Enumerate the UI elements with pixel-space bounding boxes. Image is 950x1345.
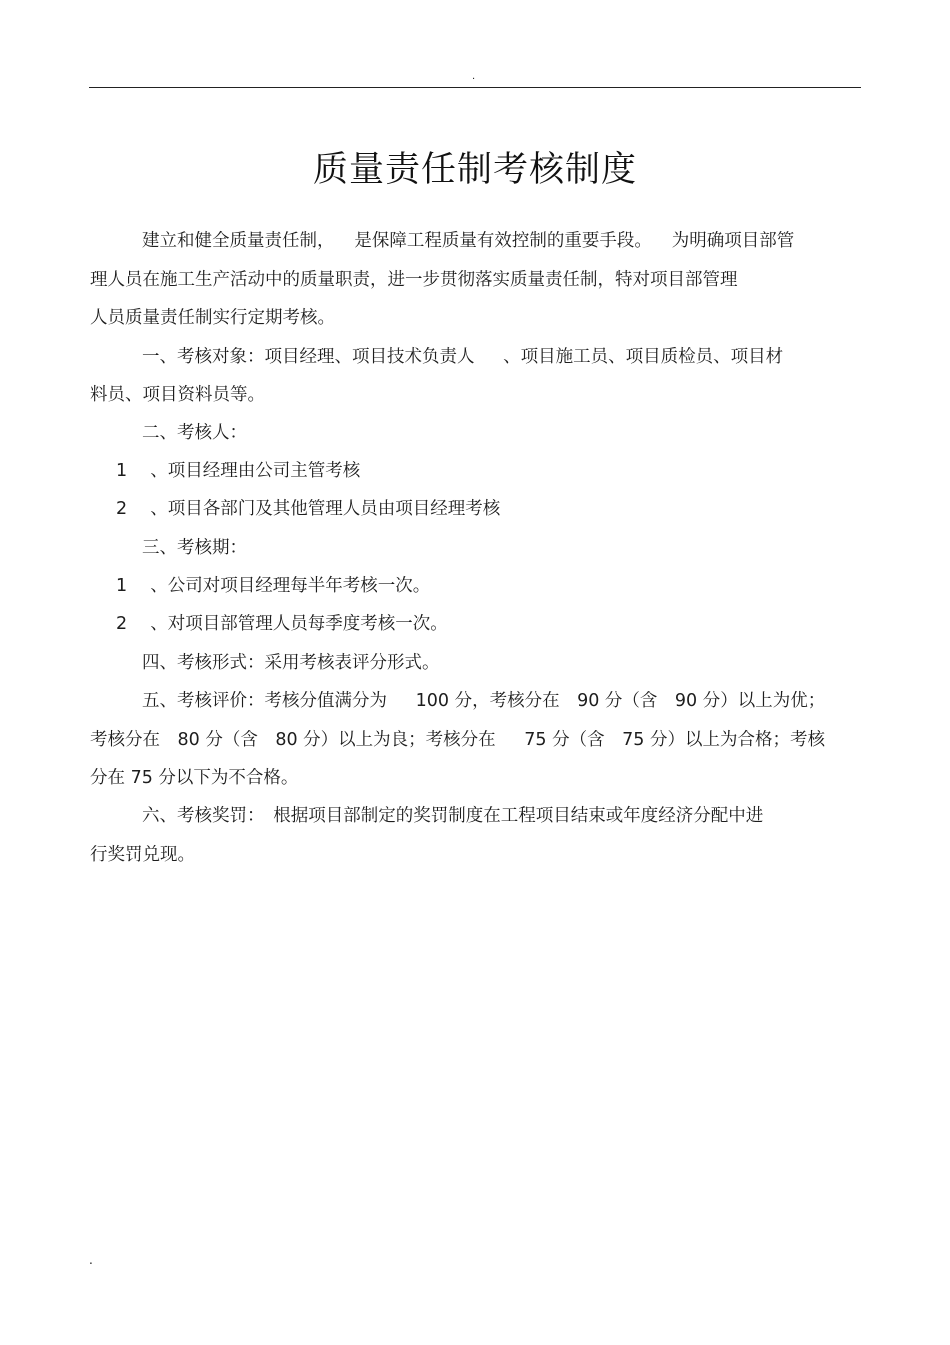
header-rule (89, 87, 861, 88)
section-2-item-2: 2 、项目各部门及其他管理人员由项目经理考核 (116, 499, 501, 519)
document-title: 质量责任制考核制度 (312, 150, 637, 190)
intro-line-3: 人员质量责任制实行定期考核。 (90, 308, 335, 328)
section-5-line-2: 考核分在 80 分（含 80 分）以上为良；考核分在 75 分（含 75 分）以上为合格；考核 (90, 730, 825, 750)
section-3-heading: 三、考核期： (142, 538, 247, 558)
section-2-item-1: 1 、项目经理由公司主管考核 (116, 461, 361, 481)
section-3-item-2: 2 、对项目部管理人员每季度考核一次。 (116, 614, 448, 634)
header-mark: . (472, 71, 476, 82)
footer-mark: . (89, 1253, 93, 1267)
section-6-line-2: 行奖罚兑现。 (90, 845, 195, 865)
section-3-item-1: 1 、公司对项目经理每半年考核一次。 (116, 576, 431, 596)
section-1-line-1: 一、考核对象：项目经理、项目技术负责人 、项目施工员、项目质检员、项目材 (142, 347, 784, 367)
section-5-line-1: 五、考核评价：考核分值满分为 100 分，考核分在 90 分（含 90 分）以上为优； (142, 691, 826, 711)
section-4-line: 四、考核形式：采用考核表评分形式。 (142, 653, 440, 673)
section-2-heading: 二、考核人： (142, 423, 247, 443)
section-5-line-3: 分在 75 分以下为不合格。 (90, 768, 299, 788)
section-1-line-2: 料员、项目资料员等。 (90, 385, 265, 405)
intro-line-2: 理人员在施工生产活动中的质量职责，进一步贯彻落实质量责任制，特对项目部管理 (90, 270, 738, 290)
intro-line-1: 建立和健全质量责任制， 是保障工程质量有效控制的重要手段。 为明确项目部管 (142, 231, 795, 251)
section-6-line-1: 六、考核奖罚： 根据项目部制定的奖罚制度在工程项目结束或年度经济分配中进 (142, 806, 764, 826)
